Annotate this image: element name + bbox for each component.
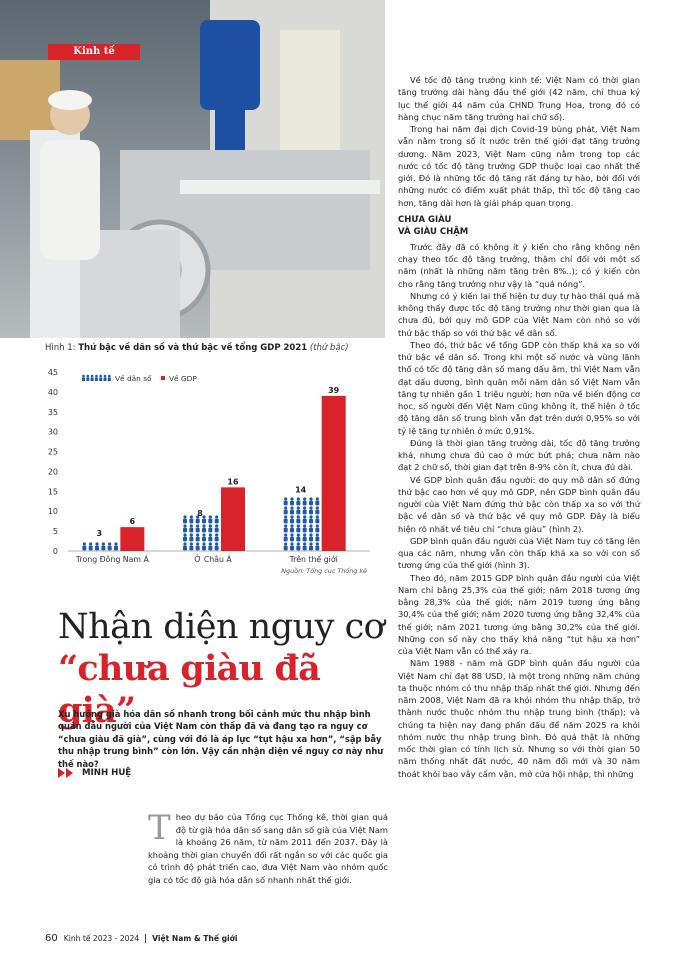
- person-icon: [215, 515, 218, 518]
- person-icon: [196, 533, 199, 536]
- legend-person-icon: [95, 375, 98, 378]
- person-icon: [309, 506, 312, 509]
- person-icon: [202, 542, 205, 545]
- person-icon: [183, 524, 186, 527]
- legend-person-icon: [82, 375, 85, 378]
- person-icon: [215, 519, 219, 524]
- legend-person-icon: [108, 375, 111, 378]
- paragraph: Năm 1988 - năm mà GDP bình quân đầu người của Việt Nam chỉ đạt 88 USD, là một trong những năm chúng ta thuộc nhóm có thu nhập thấp nhất thế giới. Nhưng đến năm 2008, Việt Nam đã ra khỏi nhóm thu nhập thấp, trở thành nước thuộc nhóm thu nhập trung bình (thấp); và chúng ta hiện nay đang phấn đấu để năm 2025 ra khỏi nhóm nước thu nhập trung bình. Đó quả thật là những mốc thời gian có tính lịch sử. Nhưng so với thời gian 50 năm thống nhất đất nước, 40 năm đổi mới và 30 năm thoát khỏi bao vây cấm vận, mở cửa hội nhập, thì những: [398, 658, 640, 779]
- person-icon: [309, 542, 312, 545]
- double-arrow-icon: [58, 768, 74, 778]
- person-icon: [303, 546, 307, 551]
- person-icon: [316, 524, 319, 527]
- person-icon: [209, 533, 212, 536]
- person-icon: [315, 546, 319, 551]
- data-label: 6: [129, 517, 136, 527]
- intro-text: heo dự báo của Tổng cục Thống kê, thời gian quá độ từ già hóa dân số sang dân số già của Việt Nam là khoảng 26 năm, từ năm 2011 đến 2037. Đây là khoảng thời gian chuyển đổi rất ngắn so với các quốc gia có trình độ phát triển cao, đưa Việt Nam vào nhóm quốc gia có tốc độ già hóa dân số nhanh nhất thế giới.: [148, 812, 388, 885]
- person-icon: [284, 533, 287, 536]
- data-label: 14: [295, 485, 307, 495]
- y-tick-label: 35: [47, 407, 58, 417]
- person-icon: [316, 542, 319, 545]
- person-icon: [303, 501, 307, 506]
- legend-label-population: Về dân số: [115, 374, 152, 383]
- person-icon: [95, 546, 99, 551]
- person-icon: [196, 524, 199, 527]
- person-icon: [189, 537, 193, 542]
- legend-person-icon: [99, 378, 102, 382]
- category-label: Ở Châu Á: [194, 555, 232, 564]
- section-heading-line-1: CHƯA GIÀU: [398, 214, 452, 225]
- person-icon: [290, 524, 293, 527]
- person-icon: [215, 528, 219, 533]
- person-icon: [114, 542, 117, 545]
- bar-gdp: [120, 527, 144, 551]
- legend-label-gdp: Về GDP: [169, 374, 197, 383]
- person-icon: [303, 515, 306, 518]
- person-icon: [296, 501, 300, 506]
- person-icon: [95, 542, 98, 545]
- person-icon: [196, 546, 200, 551]
- y-tick-label: 0: [52, 547, 58, 556]
- y-tick-label: 25: [47, 447, 58, 457]
- person-icon: [303, 524, 306, 527]
- person-icon: [297, 524, 300, 527]
- drop-cap: T: [148, 808, 171, 848]
- page-number: 60: [45, 933, 58, 944]
- factory-photo: [0, 0, 385, 338]
- person-icon: [315, 528, 319, 533]
- person-icon: [215, 524, 218, 527]
- person-icon: [83, 542, 86, 545]
- person-icon: [108, 542, 111, 545]
- legend-person-icon: [104, 375, 107, 378]
- figure-unit: (thứ bậc): [309, 343, 349, 353]
- person-icon: [284, 524, 287, 527]
- person-icon: [315, 519, 319, 524]
- person-icon: [309, 537, 313, 542]
- article-lead: Xu hướng già hóa dân số nhanh trong bối cảnh mức thu nhập bình quân đầu người của Việt Nam còn thấp đã và đang tạo ra nguy cơ “chưa giàu đã già”, cùng với đó là áp lực “tụt hậu xa hơn”, “sập bẫy thu nhập trung bình” còn lớn. Vậy cần nhận diện về nguy cơ này như thế nào?: [58, 709, 384, 769]
- person-icon: [189, 546, 193, 551]
- y-tick-label: 15: [47, 487, 58, 497]
- person-icon: [296, 519, 300, 524]
- person-icon: [290, 542, 293, 545]
- person-icon: [309, 546, 313, 551]
- legend-person-icon: [91, 375, 94, 378]
- person-icon: [183, 515, 186, 518]
- person-icon: [309, 519, 313, 524]
- person-icon: [297, 497, 300, 500]
- paragraph: Đúng là thời gian tăng trưởng dài, tốc độ tăng trưởng khá, nhưng chưa đủ cao ở mức bứt phá; chưa năm nào đạt 2 chữ số, thời gian đạt trên 8-9% còn ít, chưa đủ dài.: [398, 437, 640, 473]
- headline-line-2: “chưa giàu đã già”: [58, 648, 321, 731]
- person-icon: [303, 537, 307, 542]
- person-icon: [202, 537, 206, 542]
- author-byline: [58, 768, 131, 778]
- paragraph: Về GDP bình quân đầu người: do quy mô dân số đứng thứ bậc cao hơn về quy mô GDP, nên GDP bình quân đầu người của Việt Nam đứng thứ bậc còn thấp xa so với thứ bậc về dân số và thứ bậc về quy mô GDP. Đây là biểu hiện rõ nhất về tiêu chí “chưa giàu” (hình 2).: [398, 474, 640, 534]
- person-icon: [189, 519, 193, 524]
- headline-line-1: Nhận diện nguy cơ: [58, 607, 385, 647]
- y-tick-label: 45: [47, 368, 58, 377]
- person-icon: [215, 537, 219, 542]
- person-icon: [208, 528, 212, 533]
- person-icon: [290, 501, 294, 506]
- person-icon: [316, 497, 319, 500]
- person-icon: [290, 533, 293, 536]
- person-icon: [208, 537, 212, 542]
- person-icon: [315, 501, 319, 506]
- y-tick-label: 40: [47, 387, 58, 397]
- person-icon: [209, 524, 212, 527]
- person-icon: [183, 546, 187, 551]
- section-heading: [398, 214, 640, 238]
- person-icon: [284, 501, 288, 506]
- page-footer: [45, 933, 237, 944]
- person-icon: [202, 533, 205, 536]
- person-icon: [284, 542, 287, 545]
- data-label: 16: [227, 477, 239, 487]
- person-icon: [296, 546, 300, 551]
- person-icon: [284, 528, 288, 533]
- person-icon: [297, 515, 300, 518]
- person-icon: [209, 515, 212, 518]
- person-icon: [202, 524, 205, 527]
- person-icon: [297, 533, 300, 536]
- footer-divider: [145, 934, 146, 943]
- paragraph: Về tốc độ tăng trưởng kinh tế: Việt Nam có thời gian tăng trưởng dài hàng đầu thế giới (42 năm, chỉ thua kỷ lục thế giới 44 năm của CHND Trung Hoa, trong đó có hàng chục năm tăng trưởng hai chữ số).: [398, 75, 640, 122]
- person-icon: [183, 533, 186, 536]
- person-icon: [316, 506, 319, 509]
- person-icon: [303, 506, 306, 509]
- person-icon: [296, 537, 300, 542]
- figure-title: Thứ bậc về dân số và thứ bậc về tổng GDP 2021: [78, 343, 308, 353]
- paragraph: Trong hai năm đại dịch Covid-19 bùng phát, Việt Nam vẫn nằm trong số ít nước trên thế giới đạt tăng trưởng dương. Năm 2023, Việt Nam cũng nằm trong top các nước có tốc độ tăng trưởng GDP thuộc loại cao nhất thế giới. Đó là những tốc độ tăng rất đáng tự hào, bởi đối với những nước có điểm xuất phát thấp, thì tốc độ tăng cao hơn, tăng dài hơn là giải pháp quan trọng.: [398, 124, 640, 208]
- figure-caption: [45, 343, 349, 353]
- person-icon: [183, 537, 187, 542]
- data-label: 3: [96, 529, 103, 539]
- person-icon: [196, 528, 200, 533]
- legend-person-icon: [87, 375, 90, 378]
- person-icon: [190, 533, 193, 536]
- person-icon: [189, 528, 193, 533]
- person-icon: [215, 542, 218, 545]
- person-icon: [284, 497, 287, 500]
- person-icon: [303, 519, 307, 524]
- person-icon: [290, 546, 294, 551]
- person-icon: [290, 515, 293, 518]
- person-icon: [183, 528, 187, 533]
- y-tick-label: 10: [47, 507, 58, 517]
- person-icon: [303, 510, 307, 515]
- y-tick-label: 5: [52, 527, 58, 537]
- person-icon: [284, 537, 288, 542]
- person-icon: [309, 497, 312, 500]
- person-icon: [296, 528, 300, 533]
- person-icon: [315, 510, 319, 515]
- person-icon: [297, 506, 300, 509]
- person-icon: [303, 497, 306, 500]
- person-icon: [303, 542, 306, 545]
- y-tick-label: 20: [47, 467, 58, 477]
- brand-label: Việt Nam & Thế giới: [152, 934, 238, 943]
- person-icon: [316, 515, 319, 518]
- person-icon: [290, 528, 294, 533]
- intro-paragraph: [148, 808, 388, 887]
- person-icon: [290, 519, 294, 524]
- person-icon: [309, 533, 312, 536]
- person-icon: [284, 515, 287, 518]
- person-icon: [284, 510, 288, 515]
- figure-label: Hình 1:: [45, 343, 76, 353]
- paragraph: Nhưng có ý kiến lại thể hiện tư duy tự hào thái quá mà không thấy được tốc độ tăng trưởng như thời gian qua là chưa đủ, bởi quy mô GDP của Việt Nam còn nhỏ so với thứ bậc thấp so với thứ bậc về dân số.: [398, 290, 640, 338]
- y-tick-label: 30: [47, 427, 58, 437]
- legend-person-icon: [82, 378, 85, 382]
- person-icon: [290, 506, 293, 509]
- legend-person-icon: [91, 378, 94, 382]
- person-icon: [82, 546, 86, 551]
- legend-person-icon: [99, 375, 102, 378]
- right-column: [398, 74, 640, 780]
- person-icon: [208, 546, 212, 551]
- bar-gdp: [322, 396, 346, 551]
- person-icon: [190, 524, 193, 527]
- person-icon: [102, 542, 105, 545]
- person-icon: [209, 542, 212, 545]
- chart-source: Nguồn: Tổng cục Thống kê: [281, 567, 367, 575]
- person-icon: [202, 515, 205, 518]
- legend-person-icon: [86, 378, 89, 382]
- person-icon: [284, 519, 288, 524]
- magazine-masthead: Kinh tế: [48, 44, 140, 60]
- legend-person-icon: [108, 378, 111, 382]
- author-name: MINH HUỆ: [82, 768, 132, 778]
- person-icon: [315, 537, 319, 542]
- person-icon: [89, 542, 92, 545]
- section-heading-line-2: VÀ GIÀU CHẬM: [398, 226, 469, 237]
- person-icon: [284, 546, 288, 551]
- person-icon: [290, 497, 293, 500]
- legend-swatch-gdp: [161, 376, 165, 380]
- person-icon: [309, 528, 313, 533]
- bar-gdp: [221, 487, 245, 551]
- person-icon: [202, 519, 206, 524]
- person-icon: [309, 510, 313, 515]
- category-label: Trong Đông Nam Á: [75, 555, 149, 564]
- person-icon: [183, 519, 187, 524]
- data-label: 8: [197, 509, 203, 519]
- person-icon: [190, 515, 193, 518]
- person-icon: [309, 501, 313, 506]
- person-icon: [309, 524, 312, 527]
- paragraph: GDP bình quân đầu người của Việt Nam tuy có tăng lên qua các năm, nhưng vẫn còn thấp khá xa so với con số tương ứng của thế giới (hình 3).: [398, 535, 640, 571]
- person-icon: [303, 533, 306, 536]
- person-icon: [196, 537, 200, 542]
- person-icon: [89, 546, 93, 551]
- person-icon: [309, 515, 312, 518]
- person-icon: [215, 533, 218, 536]
- person-icon: [202, 546, 206, 551]
- issue-label: Kinh tế 2023 - 2024: [63, 934, 140, 943]
- person-icon: [196, 519, 200, 524]
- paragraph: Trước đây đã có không ít ý kiến cho rằng không nên chạy theo tốc độ tăng trưởng, thậm chí đối với một số năm (nhất là những năm tăng trên 8%..); có ý kiến còn cho rằng tăng trưởng như vậy là “quá nóng”.: [398, 241, 640, 289]
- person-icon: [290, 510, 294, 515]
- paragraph: Theo đó, thứ bậc về tổng GDP còn thấp khá xa so với thứ bậc về dân số. Trong khi một số nước và vùng lãnh thổ có tốc độ tăng dân số mang dấu âm, thì Việt Nam vẫn đạt dấu dương, bình quân mỗi năm dân số Việt Nam vẫn tăng tự nhiên gần 1 triệu người; hơn nữa về biến động cơ học, số người đến Việt Nam cũng không ít, thể hiện ở tốc độ tăng dân số trung bình vẫn đạt trên dưới 0,95% so với tỷ lệ tăng tự nhiên ở mức 0,91%.: [398, 339, 640, 436]
- legend-person-icon: [95, 378, 98, 382]
- person-icon: [316, 533, 319, 536]
- person-icon: [196, 542, 199, 545]
- person-icon: [202, 528, 206, 533]
- person-icon: [284, 506, 287, 509]
- legend-person-icon: [104, 378, 107, 382]
- person-icon: [303, 528, 307, 533]
- person-icon: [296, 510, 300, 515]
- person-icon: [114, 546, 118, 551]
- person-icon: [108, 546, 112, 551]
- paragraph: Theo đó, năm 2015 GDP bình quân đầu người của Việt Nam chỉ bằng 25,3% của thế giới; năm 2018 tương ứng bằng 28,3% của thế giới; năm 2019 tương ứng bằng 30,4% của thế giới; năm 2020 tương ứng bằng 32,4% của thế giới; năm 2021 tương ứng bằng 30,2% của thế giới. Những con số này cho thấy khả năng “tụt hậu xa hơn” của Việt Nam vẫn có thể xảy ra.: [398, 572, 640, 656]
- person-icon: [297, 542, 300, 545]
- person-icon: [208, 519, 212, 524]
- person-icon: [101, 546, 105, 551]
- person-icon: [183, 542, 186, 545]
- person-icon: [190, 542, 193, 545]
- person-icon: [290, 537, 294, 542]
- rank-bar-chart: [40, 358, 375, 583]
- data-label: 39: [328, 385, 340, 395]
- person-icon: [215, 546, 219, 551]
- category-label: Trên thế giới: [289, 555, 338, 564]
